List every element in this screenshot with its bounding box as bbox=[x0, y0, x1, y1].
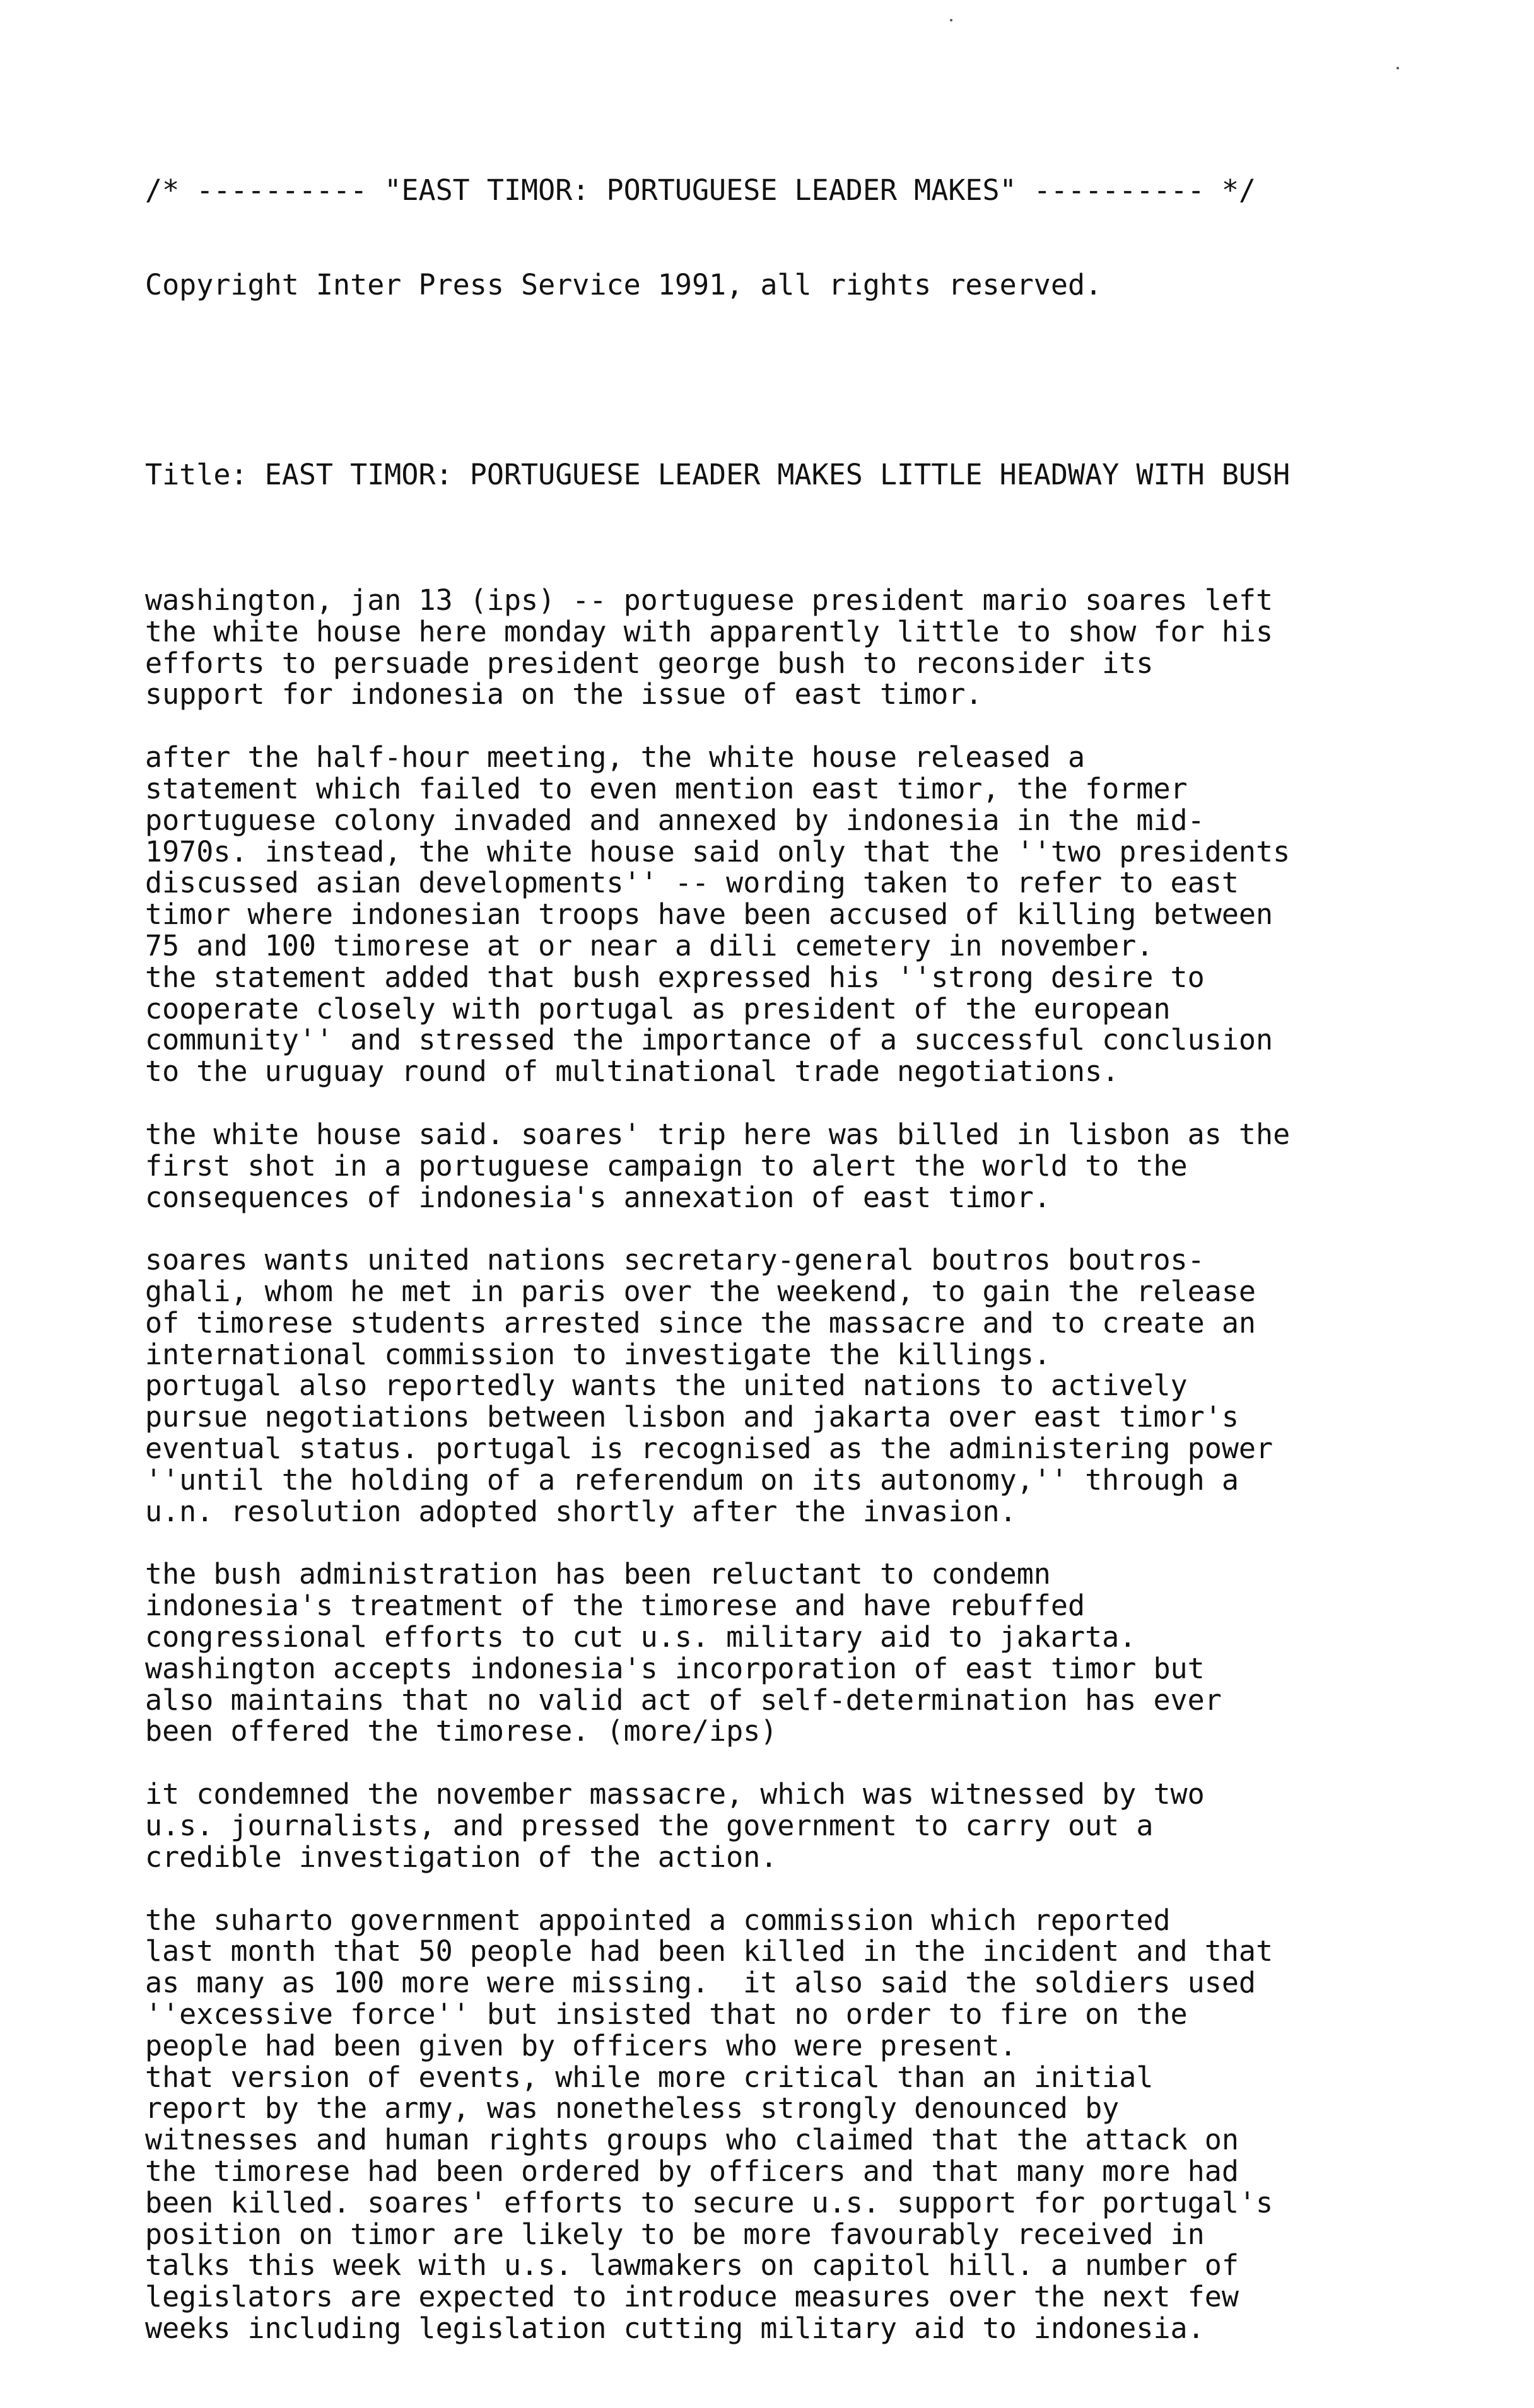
document-body bbox=[145, 49, 1407, 2407]
paragraph-line: the statement added that bush expressed his ''strong desire to bbox=[145, 960, 1205, 994]
copyright-line: Copyright Inter Press Service 1991, all rights reserved. bbox=[145, 267, 1103, 301]
paragraph-line: cooperate closely with portugal as president of the european bbox=[145, 991, 1171, 1026]
paragraph-line: of timorese students arrested since the massacre and to create an bbox=[145, 1306, 1256, 1340]
scan-speck bbox=[950, 19, 952, 21]
paragraph-line: as many as 100 more were missing. it also said the soldiers used bbox=[145, 1966, 1256, 2000]
paragraph-line: eventual status. portugal is recognised as the administering power bbox=[145, 1432, 1273, 1466]
paragraph-line: the bush administration has been reluctant to condemn bbox=[145, 1557, 1051, 1591]
paragraph-line: after the half-hour meeting, the white house released a bbox=[145, 740, 1086, 774]
paragraph-line: congressional efforts to cut u.s. military aid to jakarta. bbox=[145, 1620, 1137, 1654]
paragraph-line: support for indonesia on the issue of east timor. bbox=[145, 677, 983, 711]
article-paragraph bbox=[145, 1119, 1407, 1213]
paragraph-line: people had been given by officers who were present. bbox=[145, 2028, 1017, 2062]
paragraph-line: legislators are expected to introduce measures over the next few bbox=[145, 2280, 1239, 2314]
paragraph-line: u.n. resolution adopted shortly after the invasion. bbox=[145, 1494, 1017, 1528]
article-paragraph bbox=[145, 1558, 1407, 1747]
paragraph-line: statement which failed to even mention east timor, the former bbox=[145, 771, 1188, 805]
paragraph-line: the suharto government appointed a commission which reported bbox=[145, 1903, 1171, 1937]
paragraph-line: pursue negotiations between lisbon and jakarta over east timor's bbox=[145, 1400, 1239, 1434]
paragraph-line: position on timor are likely to be more favourably received in bbox=[145, 2217, 1205, 2251]
paragraph-line: consequences of indonesia's annexation of east timor. bbox=[145, 1180, 1051, 1214]
article-paragraph bbox=[145, 1779, 1407, 1873]
document-header bbox=[145, 112, 1407, 363]
paragraph-line: the white house here monday with apparently little to show for his bbox=[145, 614, 1273, 648]
paragraph-line: been killed. soares' efforts to secure u.s. support for portugal's bbox=[145, 2185, 1273, 2219]
paragraph-line: international commission to investigate the killings. bbox=[145, 1337, 1051, 1371]
paragraph-line: community'' and stressed the importance of a successful conclusion bbox=[145, 1023, 1273, 1057]
paragraph-line: indonesia's treatment of the timorese and have rebuffed bbox=[145, 1589, 1086, 1623]
paragraph-line: the white house said. soares' trip here was billed in lisbon as the bbox=[145, 1117, 1291, 1151]
paragraph-line: first shot in a portuguese campaign to alert the world to the bbox=[145, 1148, 1188, 1183]
paragraph-line: report by the army, was nonetheless strongly denounced by bbox=[145, 2091, 1120, 2125]
paragraph-line: soares wants united nations secretary-general boutros boutros- bbox=[145, 1243, 1205, 1277]
paragraph-line: witnesses and human rights groups who claimed that the attack on bbox=[145, 2123, 1239, 2157]
header-banner: /* ---------- "EAST TIMOR: PORTUGUESE LEADER MAKES" ---------- */ bbox=[145, 173, 1256, 207]
paragraph-line: washington accepts indonesia's incorporation of east timor but bbox=[145, 1651, 1205, 1685]
paragraph-line: talks this week with u.s. lawmakers on capitol hill. a number of bbox=[145, 2248, 1239, 2282]
paragraph-line: ''until the holding of a referendum on its autonomy,'' through a bbox=[145, 1463, 1239, 1497]
article-paragraph bbox=[145, 1905, 1407, 2344]
paragraph-line: weeks including legislation cutting military aid to indonesia. bbox=[145, 2312, 1205, 2345]
article-paragraph bbox=[145, 585, 1407, 710]
paragraph-line: 1970s. instead, the white house said only that the ''two presidents bbox=[145, 834, 1291, 868]
paragraph-line: discussed asian developments'' -- wording taken to refer to east bbox=[145, 866, 1239, 900]
article-text bbox=[145, 585, 1407, 2344]
paragraph-line: it condemned the november massacre, which was witnessed by two bbox=[145, 1777, 1205, 1811]
paragraph-line: the timorese had been ordered by officers and that many more had bbox=[145, 2154, 1239, 2189]
paragraph-line: ''excessive force'' but insisted that no order to fire on the bbox=[145, 1997, 1188, 2031]
paragraph-line: 75 and 100 timorese at or near a dili cemetery in november. bbox=[145, 928, 1154, 962]
paragraph-line: portugal also reportedly wants the united nations to actively bbox=[145, 1369, 1188, 1403]
document-title: Title: EAST TIMOR: PORTUGUESE LEADER MAKES LITTLE HEADWAY WITH BUSH bbox=[145, 457, 1291, 491]
paragraph-line: u.s. journalists, and pressed the government to carry out a bbox=[145, 1809, 1154, 1843]
paragraph-line: last month that 50 people had been killed in the incident and that bbox=[145, 1934, 1273, 1968]
paragraph-line: portuguese colony invaded and annexed by indonesia in the mid- bbox=[145, 803, 1205, 837]
paragraph-line: efforts to persuade president george bush to reconsider its bbox=[145, 646, 1154, 680]
paragraph-line: credible investigation of the action. bbox=[145, 1840, 778, 1874]
article-paragraph bbox=[145, 742, 1407, 1087]
article-paragraph bbox=[145, 1244, 1407, 1527]
paragraph-line: been offered the timorese. (more/ips) bbox=[145, 1714, 778, 1748]
paragraph-line: ghali, whom he met in paris over the weekend, to gain the release bbox=[145, 1275, 1256, 1309]
paragraph-line: also maintains that no valid act of self-determination has ever bbox=[145, 1683, 1222, 1717]
paragraph-line: timor where indonesian troops have been accused of killing between bbox=[145, 897, 1273, 932]
paragraph-line: washington, jan 13 (ips) -- portuguese president mario soares left bbox=[145, 583, 1273, 617]
paragraph-line: that version of events, while more critical than an initial bbox=[145, 2060, 1154, 2094]
paragraph-line: to the uruguay round of multinational trade negotiations. bbox=[145, 1055, 1120, 1089]
